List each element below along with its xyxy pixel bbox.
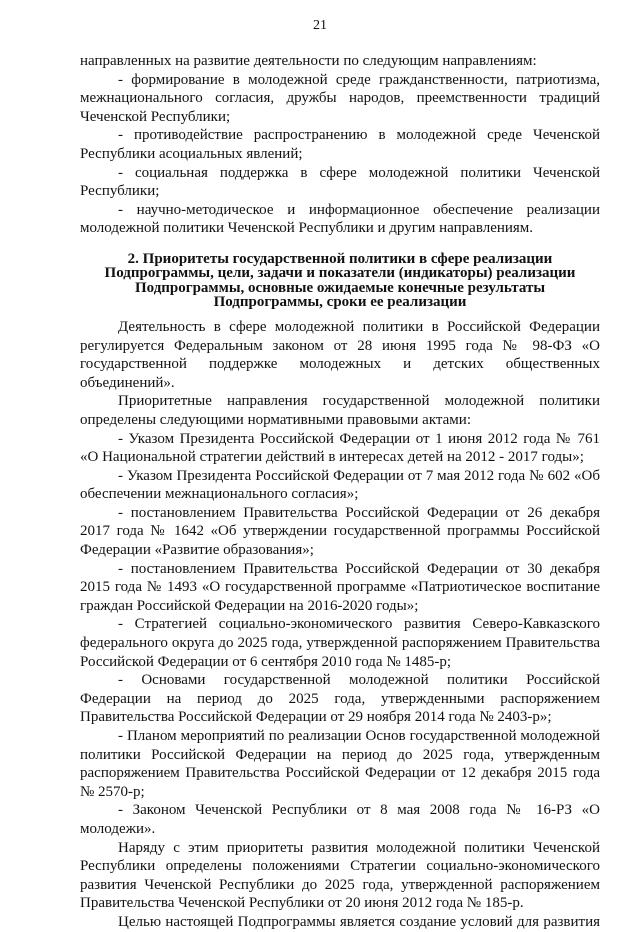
paragraph-federal-law: Деятельность в сфере молодежной политики в Российской Федерации регулируется Федеральным законом от 28 июня 1995 года № 98-ФЗ «О государственной поддержке молодежных и детских общественных объединений».: [80, 318, 600, 391]
list-item-social-support: - социальная поддержка в сфере молодежной политики Чеченской Республики;: [80, 164, 600, 200]
list-item-law-16rz: - Законом Чеченской Республики от 8 мая 2008 года № 16-РЗ «О молодежи».: [80, 802, 600, 837]
paragraph-priorities: Приоритетные направления государственной молодежной политики определены следующими нормативными правовыми актами:: [80, 393, 600, 428]
list-item-scientific: - научно-методическое и информационное обеспечение реализации молодежной политики Чеченской Республики и другим направлениям.: [80, 201, 600, 237]
section-heading: 2. Приоритеты государственной политики в сфере реализации Подпрограммы, цели, задачи и показатели (индикаторы) реализации Подпрограммы, основные ожидаемые конечные результаты Подпрограммы, сроки ее реализации: [104, 250, 576, 311]
paragraph-goal: Целью настоящей Подпрограммы является создание условий для развития: [118, 913, 600, 930]
list-item-plan-2570: - Планом мероприятий по реализации Основ государственной молодежной политики Российской Федерации на период до 2025 года, утвержденным распоряжением Правительства Российской Федерации от 12 декабря 2015 года № 2570-р;: [80, 728, 600, 800]
list-item-antisocial: - противодействие распространению в молодежной среде Чеченской Республики асоциальных явлений;: [80, 127, 600, 162]
list-item-decree-761: - Указом Президента Российской Федерации от 1 июня 2012 года № 761 «О Национальной стратегии действий в интересах детей на 2012 - 2017 годы»;: [80, 430, 600, 466]
list-item-resolution-1493: - постановлением Правительства Российской Федерации от 30 декабря 2015 года № 1493 «О государственной программе «Патриотическое воспитание граждан Российской Федерации на 2016-2020 годы»;: [80, 560, 600, 614]
page-number: 21: [313, 18, 327, 33]
list-item-strategy-skfo: - Стратегией социально-экономического развития Северо-Кавказского федерального округа до 2025 года, утвержденной распоряжением Правительства Российской Федерации от 6 сентября 2010 года № 1485-р;: [80, 616, 600, 670]
page-body: [80, 52, 600, 932]
list-item-decree-602: - Указом Президента Российской Федерации от 7 мая 2012 года № 602 «Об обеспечении межнационального согласия»;: [80, 467, 600, 503]
paragraph-strategy-chr: Наряду с этим приоритеты развития молодежной политики Чеченской Республики определены положениями Стратегии социально-экономического развития Чеченской Республики до 2025 года, утвержденной распоряжением Правительства Чеченской Республики от 20 июня 2012 года № 185-р.: [80, 839, 600, 912]
paragraph-intro: направленных на развитие деятельности по следующим направлениям:: [80, 53, 537, 69]
list-item-resolution-1642: - постановлением Правительства Российской Федерации от 26 декабря 2017 года № 1642 «Об утверждении государственной программы Российской Федерации «Развитие образования»;: [80, 504, 600, 559]
list-item-citizenship: - формирование в молодежной среде гражданственности, патриотизма, межнационального согласия, дружбы народов, преемственности традиций Чеченской Республики;: [80, 71, 600, 125]
list-item-basics-2403: - Основами государственной молодежной политики Российской Федерации на период до 2025 года, утвержденными распоряжением Правительства Российской Федерации от 29 ноября 2014 года № 2403-р»;: [80, 672, 600, 726]
